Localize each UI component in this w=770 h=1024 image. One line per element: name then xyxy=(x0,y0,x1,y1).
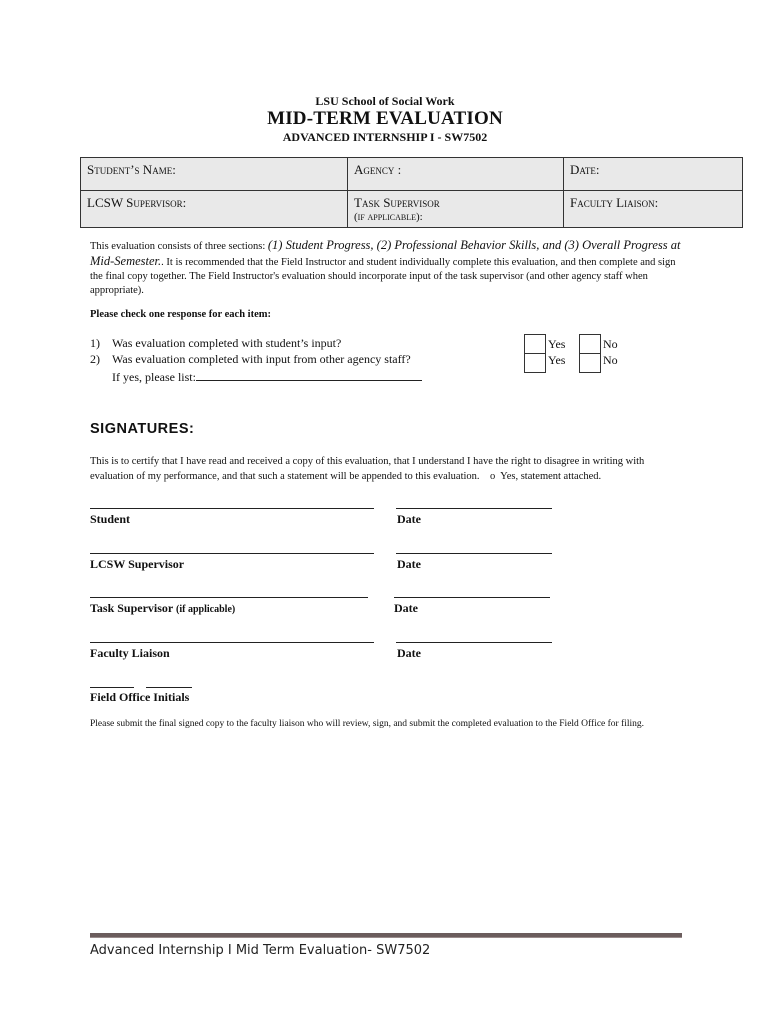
date-label: Date: xyxy=(570,162,600,177)
check-instruction: Please check one response for each item: xyxy=(90,309,271,320)
lcsw-supervisor-cell[interactable] xyxy=(81,191,348,228)
student-name-cell[interactable] xyxy=(81,158,348,191)
certify-statement: This is to certify that I have read and received a copy of this evaluation, that I understand I have the right to disagree in writing with evaluation of my performance, and that such a statement will be appended to this evaluation. xyxy=(90,456,645,482)
footer-text: Advanced Internship I Mid Term Evaluation- SW7502 xyxy=(90,943,431,958)
task-supervisor-note: (if applicable): xyxy=(354,211,423,223)
intro-sections: (1) Student Progress, (2) Professional Behavior Skills, and (3) Overall Progress at Mid-Semester. xyxy=(90,238,681,268)
certify-text xyxy=(90,454,690,484)
date-cell[interactable] xyxy=(564,158,743,191)
task-label-text: Task Supervisor xyxy=(90,601,177,615)
q2-yes-label: Yes xyxy=(548,353,566,367)
field-office-initials-line-1[interactable] xyxy=(90,687,134,688)
footer-divider xyxy=(90,933,682,938)
faculty-date-line[interactable] xyxy=(396,642,552,643)
if-yes-input-line[interactable] xyxy=(196,368,422,381)
faculty-liaison-label: Faculty Liaison: xyxy=(570,195,659,210)
lcsw-date-label: Date xyxy=(397,557,421,571)
if-yes-label: If yes, please list: xyxy=(112,370,196,384)
page-title: MID-TERM EVALUATION xyxy=(267,108,503,129)
lcsw-supervisor-label: LCSW Supervisor: xyxy=(87,195,187,210)
task-label-note: (if applicable) xyxy=(176,604,236,615)
question-2-number: 2) xyxy=(90,352,100,366)
task-supervisor-cell[interactable] xyxy=(348,191,564,228)
signatures-heading: SIGNATURES: xyxy=(90,421,195,437)
task-date-label: Date xyxy=(394,601,418,615)
q2-yes-checkbox[interactable] xyxy=(524,353,546,373)
task-supervisor-label: Task Supervisor xyxy=(354,195,440,210)
statement-attached-label: Yes, statement attached. xyxy=(500,471,602,482)
intro-rest: . It is recommended that the Field Instructor and student individually complete this evaluation, and then complete and sign the final copy together. The Field Instructor's evaluation should incorporate input of the task supervisor (and other agency staff when appropriate). xyxy=(90,257,676,296)
question-1-text: Was evaluation completed with student’s input? xyxy=(112,336,342,350)
q1-yes-checkbox[interactable] xyxy=(524,334,546,354)
agency-cell[interactable] xyxy=(348,158,564,191)
lcsw-signature-line[interactable] xyxy=(90,553,374,554)
page-subtitle: ADVANCED INTERNSHIP I - SW7502 xyxy=(282,130,488,144)
student-date-label: Date xyxy=(397,512,421,526)
field-office-label: Field Office Initials xyxy=(90,690,190,704)
faculty-signature-line[interactable] xyxy=(90,642,374,643)
faculty-label: Faculty Liaison xyxy=(90,646,170,660)
if-yes-list xyxy=(112,368,422,385)
info-table xyxy=(80,157,743,228)
school-name: LSU School of Social Work xyxy=(315,94,455,108)
question-1 xyxy=(90,336,341,351)
student-date-line[interactable] xyxy=(396,508,552,509)
agency-label: Agency : xyxy=(354,162,402,177)
faculty-date-label: Date xyxy=(397,646,421,660)
student-name-label: Student’s Name: xyxy=(87,162,176,177)
statement-attached-checkbox[interactable]: o xyxy=(490,471,496,482)
lcsw-label: LCSW Supervisor xyxy=(90,557,185,571)
question-2-text: Was evaluation completed with input from other agency staff? xyxy=(112,352,411,366)
q2-no-checkbox[interactable] xyxy=(579,353,601,373)
lcsw-date-line[interactable] xyxy=(396,553,552,554)
q1-no-label: No xyxy=(603,337,618,351)
q1-yes-label: Yes xyxy=(548,337,566,351)
task-label xyxy=(90,601,235,616)
field-office-initials-line-2[interactable] xyxy=(146,687,192,688)
q2-no-label: No xyxy=(603,353,618,367)
student-label: Student xyxy=(90,512,131,526)
submit-instructions: Please submit the final signed copy to the faculty liaison who will review, sign, and submit the completed evaluation to the Field Office for filing. xyxy=(90,719,645,729)
faculty-liaison-cell[interactable] xyxy=(564,191,743,228)
q1-no-checkbox[interactable] xyxy=(579,334,601,354)
task-signature-line[interactable] xyxy=(90,597,368,598)
task-date-line[interactable] xyxy=(394,597,550,598)
question-1-number: 1) xyxy=(90,336,100,350)
student-signature-line[interactable] xyxy=(90,508,374,509)
intro-lead: This evaluation consists of three sections: xyxy=(90,241,268,252)
intro-paragraph xyxy=(90,238,690,298)
question-2 xyxy=(90,352,411,367)
